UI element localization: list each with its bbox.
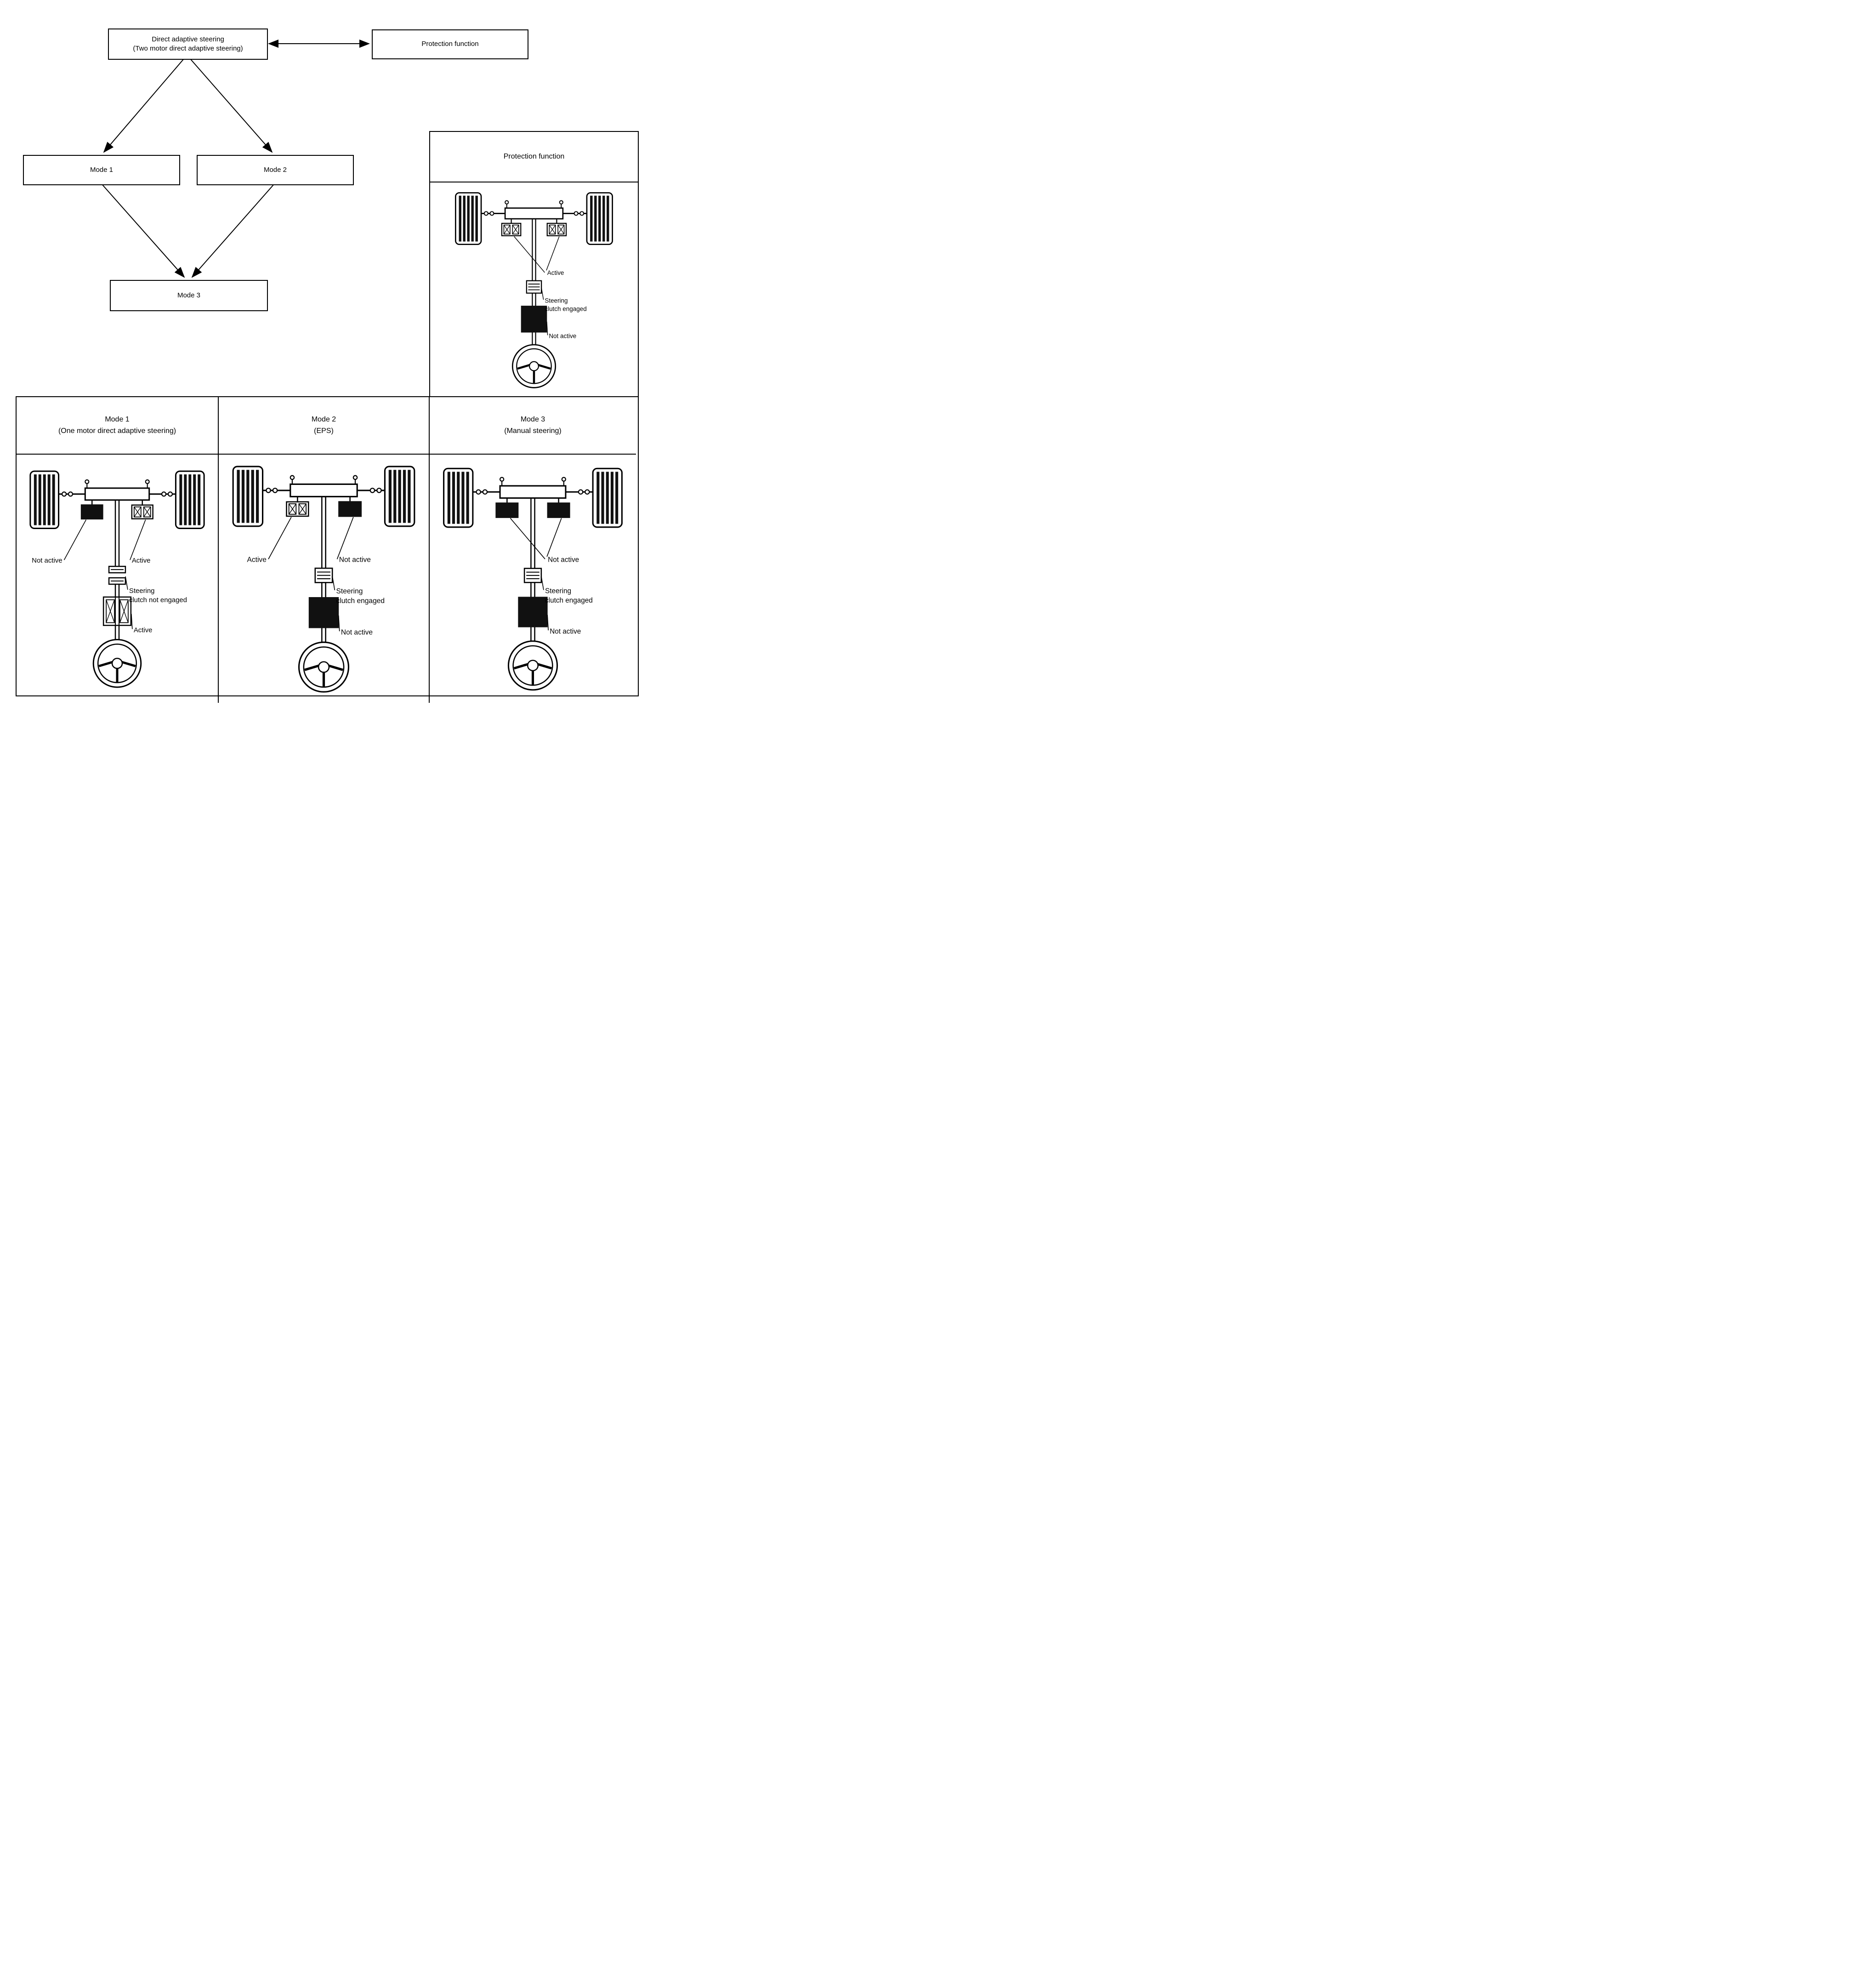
rack-end-joint [353, 476, 357, 479]
steering-wheel-hub [528, 661, 538, 671]
tire-tread-stripe [463, 196, 466, 242]
leader-line [547, 615, 548, 631]
steering-wheel [299, 642, 348, 692]
label-clutch-line2: clutch engaged [545, 597, 593, 605]
label-clutch-line1: Steering [545, 297, 568, 304]
rack-end-joint [500, 478, 504, 481]
panel-protection-title [430, 132, 638, 182]
flowchart-root-box [108, 28, 268, 60]
steering-diagram [444, 468, 622, 690]
arrow-mode2-to-mode3 [192, 184, 274, 277]
tire-tread-stripe [193, 474, 196, 525]
tire-tread-stripe [452, 472, 455, 524]
ball-joint [377, 488, 381, 492]
column-motor [309, 598, 338, 627]
steering-system-diagram-mode1 [17, 455, 218, 703]
panel-mode2-title [219, 397, 429, 455]
arrowhead-left [268, 40, 278, 48]
steering-diagram [455, 193, 612, 387]
tire-tread-stripe [594, 196, 596, 242]
flowchart-protection-box: Protection function [372, 29, 528, 59]
panel-mode1-title [17, 397, 218, 455]
right-rack-motor [339, 502, 361, 516]
tire-tread-stripe [198, 474, 200, 525]
leader-line [339, 615, 340, 631]
label-both-motors: Not active [548, 556, 579, 564]
arrow-root-to-mode1 [104, 59, 184, 152]
tire-tread-stripe [457, 472, 460, 524]
tire-tread-stripe [43, 474, 46, 525]
panel-mode-3 [429, 397, 636, 703]
tire-tread-stripe [403, 470, 406, 523]
label-clutch-line2: clutch engaged [545, 305, 587, 313]
column-motor [522, 306, 546, 332]
steering-wheel [93, 639, 141, 687]
panel-mode1-body [17, 455, 218, 703]
leader-line [332, 576, 335, 590]
tire-tread-stripe [34, 474, 37, 525]
label-both-motors: Active [547, 269, 564, 277]
leader-line [130, 520, 146, 560]
steering-diagram [233, 467, 415, 692]
leader-line [337, 517, 353, 559]
rack-end-joint [562, 478, 566, 481]
rack-end-joint [290, 476, 294, 479]
steering-wheel-hub [318, 662, 329, 672]
label-clutch-line1: Steering [129, 587, 155, 595]
leader-line [268, 517, 291, 559]
leader-line [131, 614, 132, 629]
tire-tread-stripe [408, 470, 410, 523]
tire-tread-stripe [246, 470, 249, 523]
tire-tread-stripe [475, 196, 477, 242]
steering-system-diagram-mode2 [219, 455, 429, 703]
leader-line [511, 518, 545, 559]
steering-wheel-hub [529, 362, 539, 371]
label-column-motor: Active [133, 626, 153, 634]
steering-rack [505, 208, 563, 219]
tire-tread-stripe [179, 474, 182, 525]
ball-joint [273, 488, 277, 492]
rack-end-joint [560, 201, 563, 204]
tire-tread-stripe [459, 196, 461, 242]
steering-system-diagram-protection [430, 182, 638, 397]
tire-tread-stripe [52, 474, 55, 525]
tire-tread-stripe [184, 474, 187, 525]
tire-tread-stripe [596, 472, 599, 524]
leader-line [547, 518, 562, 557]
tire-tread-stripe [471, 196, 473, 242]
tire-tread-stripe [607, 196, 609, 242]
tire-tread-stripe [461, 472, 464, 524]
panel-mode-2 [218, 397, 429, 703]
tire-tread-stripe [602, 196, 605, 242]
tire-tread-stripe [389, 470, 392, 523]
label-column-motor: Not active [549, 332, 577, 340]
tire-tread-stripe [398, 470, 401, 523]
rack-end-joint [85, 480, 89, 484]
tire-tread-stripe [251, 470, 254, 523]
tire-tread-stripe [48, 474, 51, 525]
flowchart-mode2-box: Mode 2 [197, 155, 354, 185]
ball-joint [370, 488, 375, 492]
panel-mode-1 [17, 397, 218, 703]
column-motor [519, 598, 547, 627]
arrow-root-to-mode2 [190, 59, 272, 152]
panel-title-line2: (Manual steering) [504, 427, 562, 435]
label-clutch-line1: Steering [545, 587, 572, 595]
ball-joint [266, 488, 270, 492]
ball-joint [477, 490, 481, 494]
leader-line [541, 288, 543, 300]
label-clutch-line2: clutch engaged [336, 597, 385, 605]
tire-tread-stripe [615, 472, 618, 524]
steering-wheel [508, 641, 557, 690]
tire-tread-stripe [590, 196, 592, 242]
ball-joint [68, 492, 73, 496]
right-rack-motor [548, 503, 569, 518]
ball-joint [585, 490, 589, 494]
steering-rack [500, 486, 566, 498]
rack-end-joint [505, 201, 508, 204]
ball-joint [162, 492, 166, 496]
ball-joint [574, 211, 578, 215]
tire-tread-stripe [598, 196, 601, 242]
steering-rack [290, 484, 357, 496]
steering-diagram [30, 471, 204, 687]
ball-joint [490, 211, 494, 215]
label-left-motor: Active [247, 556, 267, 564]
panel-title-line1: Mode 3 [520, 416, 545, 423]
left-rack-motor [81, 505, 102, 519]
tire-tread-stripe [601, 472, 604, 524]
steering-wheel [512, 345, 555, 387]
tire-tread-stripe [393, 470, 396, 523]
tire-tread-stripe [467, 196, 470, 242]
panel-title-line1: Mode 2 [311, 416, 336, 423]
panel-protection-body [430, 182, 638, 397]
root-box-line2: (Two motor direct adaptive steering) [133, 45, 243, 52]
leader-line [514, 237, 545, 273]
panel-title-line2: (EPS) [314, 427, 334, 435]
arrow-mode1-to-mode3 [102, 184, 184, 277]
rack-end-joint [146, 480, 149, 484]
tire-tread-stripe [466, 472, 469, 524]
left-rack-motor [496, 503, 518, 518]
root-box-line1: Direct adaptive steering [152, 35, 224, 43]
label-clutch-line2: clutch not engaged [129, 596, 187, 604]
label-right-motor: Active [131, 557, 151, 565]
ball-joint [483, 490, 487, 494]
steering-rack [85, 488, 149, 500]
leader-line [547, 322, 548, 336]
ball-joint [168, 492, 172, 496]
panel-title-line1: Protection function [503, 153, 565, 160]
flowchart-mode1-box: Mode 1 [23, 155, 180, 185]
ball-joint [580, 211, 584, 215]
mode-panels-container [16, 396, 639, 696]
tire-tread-stripe [611, 472, 613, 524]
ball-joint [484, 211, 488, 215]
ball-joint [579, 490, 583, 494]
label-right-motor: Not active [339, 556, 371, 564]
panel-mode3-title [430, 397, 636, 455]
label-column-motor: Not active [341, 628, 373, 637]
flowchart-mode3-box: Mode 3 [110, 280, 268, 311]
panel-mode2-body [219, 455, 429, 703]
label-left-motor: Not active [32, 557, 62, 565]
leader-line [64, 520, 86, 560]
tire-tread-stripe [606, 472, 609, 524]
panel-title-line2: (One motor direct adaptive steering) [58, 427, 176, 435]
tire-tread-stripe [242, 470, 244, 523]
steering-system-diagram-mode3 [430, 455, 636, 703]
panel-protection-function [429, 131, 639, 398]
label-column-motor: Not active [550, 627, 581, 636]
panel-title-line1: Mode 1 [105, 416, 130, 423]
ball-joint [62, 492, 66, 496]
tire-tread-stripe [448, 472, 450, 524]
steering-wheel-hub [112, 658, 122, 668]
arrowhead-right [359, 40, 370, 48]
leader-line [541, 576, 544, 590]
panel-mode3-body [430, 455, 636, 703]
label-clutch-line1: Steering [336, 587, 363, 596]
tire-tread-stripe [39, 474, 41, 525]
tire-tread-stripe [188, 474, 191, 525]
leader-line [546, 237, 559, 271]
tire-tread-stripe [256, 470, 259, 523]
tire-tread-stripe [237, 470, 239, 523]
